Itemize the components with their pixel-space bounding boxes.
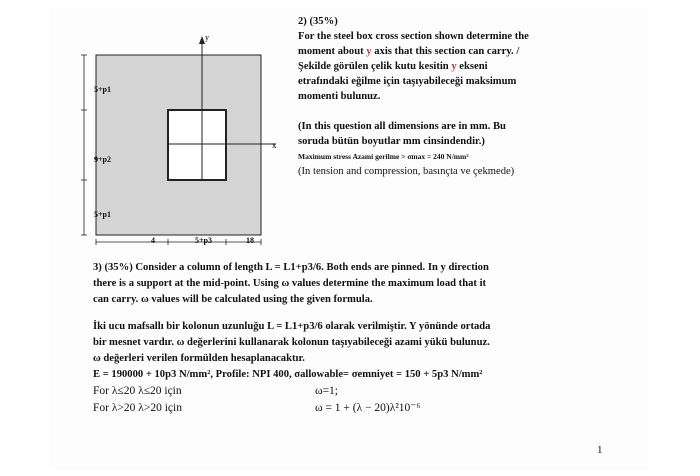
condition-1: For λ≤20 λ≤20 için xyxy=(93,385,182,397)
omega-formula-2: ω = 1 + (λ − 20)λ²10⁻⁶ xyxy=(315,402,421,414)
dim-left-top: 5+p1 xyxy=(94,85,112,94)
dim-bottom-right: 18 xyxy=(246,236,254,245)
dim-left-bottom: 5+p1 xyxy=(94,210,112,219)
q2-text-line4: etrafındaki eğilme için taşıyabileceği maksimum xyxy=(298,76,517,87)
cross-section-diagram xyxy=(70,20,290,265)
q2-text-line3: Şekilde görülen çelik kutu kesitin y ekseni xyxy=(298,61,488,72)
q2-red-y-tr: y xyxy=(451,61,457,72)
q3-en-line3: can carry. ω values will be calculated using the given formula. xyxy=(93,294,373,305)
question-3 xyxy=(93,260,613,417)
q3-e-line: E = 190000 + 10p3 N/mm², Profile: NPI 400, σallowable= σemniyet = 150 + 5p3 N/mm² xyxy=(93,369,483,380)
page-number: 1 xyxy=(597,444,603,456)
q2-note-line1: (In this question all dimensions are in mm. Bu xyxy=(298,121,506,132)
q2-tension-line: (In tension and compression, basınçta ve çekmede) xyxy=(298,166,515,177)
q3-tr-line2: bir mesnet vardır. ω değerlerini kullanarak kolonun taşıyabileceği azami yükü bulunuz. xyxy=(93,337,490,348)
y-axis-label: y xyxy=(205,33,209,42)
q3-en-line2: there is a support at the mid-point. Using ω values determine the maximum load that it xyxy=(93,278,487,289)
q3-en-line1: 3) (35%) Consider a column of length L = L1+p3/6. Both ends are pinned. In y direction xyxy=(93,262,489,273)
q2-heading: 2) (35%) xyxy=(298,16,338,27)
q3-tr-line1: İki ucu mafsallı bir kolonun uzunluğu L = L1+p3/6 olarak verilmiştir. Y yönünde ortada xyxy=(93,321,491,332)
dim-bottom-left: 4 xyxy=(151,236,155,245)
q3-tr-line3: ω değerleri verilen formülden hesaplanacaktır. xyxy=(93,353,305,364)
dim-left-middle: 9+p2 xyxy=(94,155,112,164)
box-section-drawing xyxy=(70,20,290,265)
formula-row-1 xyxy=(93,383,613,400)
q2-text-line1: For the steel box cross section shown determine the xyxy=(298,31,529,42)
omega-formula-1: ω=1; xyxy=(315,385,338,397)
q2-text-line5: momenti bulunuz. xyxy=(298,91,381,102)
condition-2: For λ>20 λ>20 için xyxy=(93,402,182,414)
q2-text-line2: moment about y axis that this section can carry. / xyxy=(298,46,520,57)
formula-row-2 xyxy=(93,400,613,417)
q2-red-y: y xyxy=(366,46,372,57)
question-2 xyxy=(298,14,628,179)
q2-note-line2: soruda bütün boyutlar mm cinsindendir.) xyxy=(298,136,485,147)
q2-stress-line: Maximum stress Azami gerilme > σmax = 240 N/mm² xyxy=(298,152,469,161)
inner-hollow xyxy=(168,110,226,180)
x-axis-label: x xyxy=(272,140,277,150)
dim-bottom-middle: 5+p3 xyxy=(195,236,213,245)
